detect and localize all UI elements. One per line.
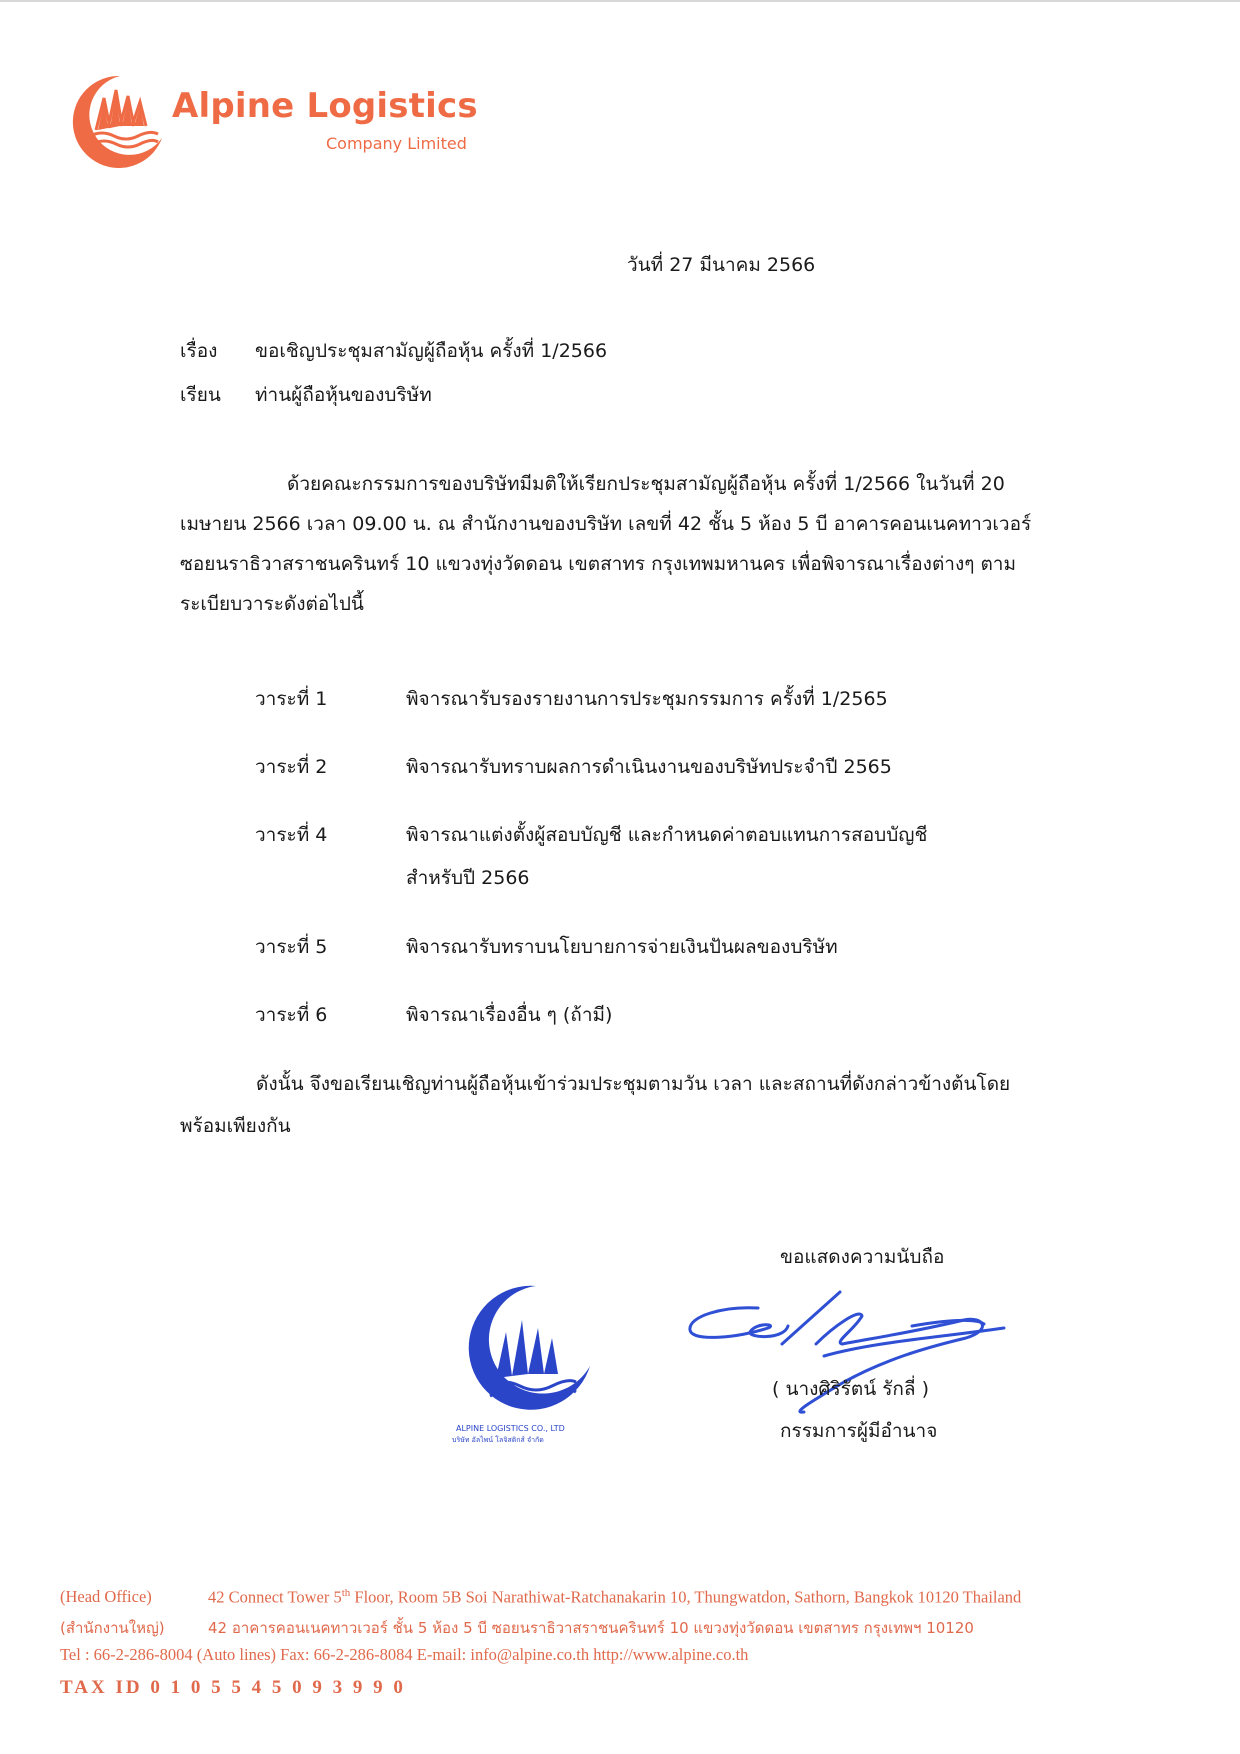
subject-text: ขอเชิญประชุมสามัญผู้ถือหุ้น ครั้งที่ 1/2566	[255, 340, 608, 362]
recipient-text: ท่านผู้ถือหุ้นของบริษัท	[255, 384, 432, 406]
closing-paragraph	[180, 1070, 1080, 1150]
footer-address-en-rest: Floor, Room 5B Soi Narathiwat-Ratchanakarin 10, Thungwatdon, Sathorn, Bangkok 10120 Thailand	[350, 1587, 1022, 1607]
footer-address-en-ordinal: th	[341, 1587, 351, 1599]
signatory-position: กรรมการผู้มีอำนาจ	[780, 1420, 938, 1442]
footer-address-en	[208, 1587, 1021, 1608]
agenda-label: วาระที่ 4	[255, 824, 328, 846]
company-name: Alpine Logistics	[172, 86, 478, 126]
footer-address-en-main: 42 Connect Tower 5	[208, 1587, 342, 1607]
footer-head-office-label: (Head Office)	[60, 1587, 152, 1606]
seal-text-th: บริษัท อัลไพน์ โลจิสติกส์ จำกัด	[452, 1436, 544, 1444]
agenda-item: พิจารณารับทราบผลการดำเนินงานของบริษัทประจำปี 2565	[406, 756, 892, 778]
intro-line: ระเบียบวาระดังต่อไปนี้	[180, 593, 364, 615]
intro-line: ซอยนราธิวาสราชนครินทร์ 10 แขวงทุ่งวัดดอน เขตสาทร กรุงเทพมหานคร เพื่อพิจารณาเรื่องต่างๆ ตาม	[180, 553, 1016, 575]
agenda-item: พิจารณารับทราบนโยบายการจ่ายเงินปันผลของบริษัท	[406, 936, 838, 958]
agenda-label: วาระที่ 6	[255, 1004, 328, 1026]
agenda-item: พิจารณาแต่งตั้งผู้สอบบัญชี และกำหนดค่าตอบแทนการสอบบัญชี	[406, 824, 928, 846]
signatory-name: ( นางศิริรัตน์ รักลี่ )	[772, 1378, 930, 1400]
agenda-item: พิจารณาเรื่องอื่น ๆ (ถ้ามี)	[406, 1004, 613, 1026]
company-logo	[58, 68, 168, 174]
intro-line: เมษายน 2566 เวลา 09.00 น. ณ สำนักงานของบริษัท เลขที่ 42 ชั้น 5 ห้อง 5 บี อาคารคอนเนคทาวเวอร์	[180, 513, 1032, 535]
letter-date: วันที่ 27 มีนาคม 2566	[627, 254, 816, 276]
subject-label: เรื่อง	[180, 340, 218, 362]
company-seal	[452, 1276, 600, 1446]
footer-head-office-label-th: (สำนักงานใหญ่)	[60, 1619, 165, 1637]
page-edge	[0, 0, 1240, 2]
agenda-label: วาระที่ 2	[255, 756, 328, 778]
footer-contact: Tel : 66-2-286-8004 (Auto lines) Fax: 66-2-286-8084 E-mail: info@alpine.co.th http://www.alpine.co.th	[60, 1645, 749, 1664]
recipient-label: เรียน	[180, 384, 221, 406]
agenda-label: วาระที่ 5	[255, 936, 328, 958]
intro-paragraph	[180, 470, 1080, 640]
closing-line: ดังนั้น จึงขอเรียนเชิญท่านผู้ถือหุ้นเข้าร่วมประชุมตามวัน เวลา และสถานที่ดังกล่าวข้างต้นโดย	[256, 1073, 1011, 1095]
company-suffix: Company Limited	[326, 134, 467, 153]
intro-line: ด้วยคณะกรรมการของบริษัทมีมติให้เรียกประชุมสามัญผู้ถือหุ้น ครั้งที่ 1/2566 ในวันที่ 20	[287, 473, 1005, 495]
footer-tax-id: TAX ID 0 1 0 5 5 4 5 0 9 3 9 9 0	[60, 1677, 406, 1698]
agenda-item-continuation: สำหรับปี 2566	[406, 867, 530, 889]
agenda-item: พิจารณารับรองรายงานการประชุมกรรมการ ครั้งที่ 1/2565	[406, 688, 888, 710]
signature-salutation: ขอแสดงความนับถือ	[780, 1246, 945, 1268]
agenda-label: วาระที่ 1	[255, 688, 328, 710]
footer-address-th: 42 อาคารคอนเนคทาวเวอร์ ชั้น 5 ห้อง 5 บี ซอยนราธิวาสราชนครินทร์ 10 แขวงทุ่งวัดดอน เขตสาทร กรุงเทพฯ 10120	[208, 1619, 974, 1637]
closing-line: พร้อมเพียงกัน	[180, 1115, 291, 1137]
seal-text-en: ALPINE LOGISTICS CO., LTD	[456, 1424, 565, 1433]
